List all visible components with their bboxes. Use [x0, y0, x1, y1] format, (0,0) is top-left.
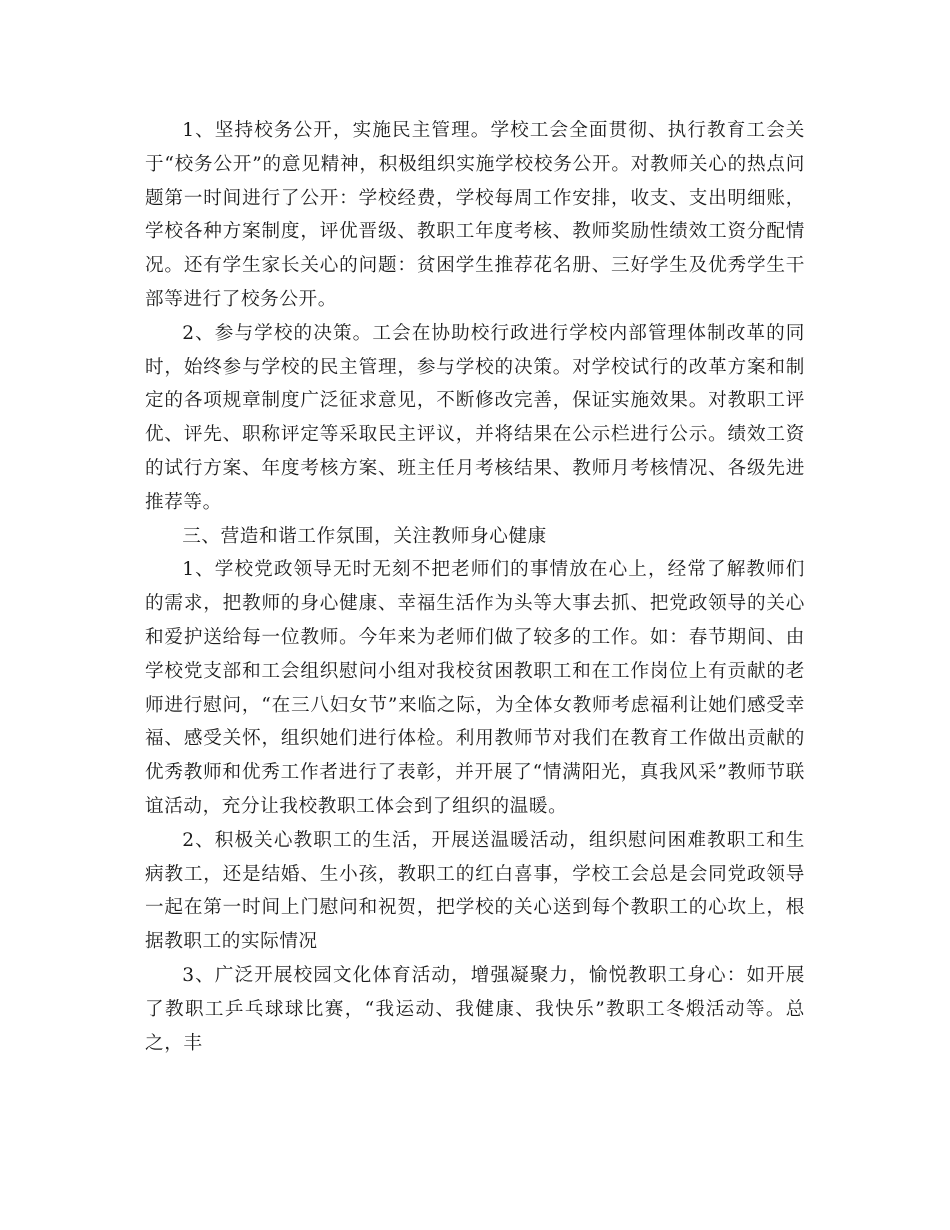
paragraph-staff-welfare: 2、积极关心教职工的生活，开展送温暖活动，组织慰问困难教职工和生病教工，还是结婚、生小孩，教职工的红白喜事，学校工会总是会同党政领导一起在第一时间上门慰问和祝贺，把学校的关心送到每个教职工的心坎上，根据教职工的实际情况: [145, 829, 805, 953]
paragraph-school-affairs-openness: 1、坚持校务公开，实施民主管理。学校工会全面贯彻、执行教育工会关于“校务公开”的意见精神，积极组织实施学校校务公开。对教师关心的热点问题第一时间进行了公开：学校经费，学校每周工作安排，收支、支出明细账，学校各种方案制度，评优晋级、教职工年度考核、教师奖励性绩效工资分配情况。还有学生家长关心的问题：贫困学生推荐花名册、三好学生及优秀学生干部等进行了校务公开。: [145, 120, 805, 310]
section-heading-harmonious-atmosphere: 三、营造和谐工作氛围，关注教师身心健康: [182, 525, 547, 547]
paragraph-decision-participation: 2、参与学校的决策。工会在协助校行政进行学校内部管理体制改革的同时，始终参与学校的民主管理，参与学校的决策。对学校试行的改革方案和制定的各项规章制度广泛征求意见，不断修改完善，保证实施效果。对教职工评优、评先、职称评定等采取民主评议，并将结果在公示栏进行公示。绩效工资的试行方案、年度考核方案、班主任月考核结果、教师月考核情况、各级先进推荐等。: [145, 322, 805, 513]
document-body: [145, 114, 805, 1060]
paragraph-leadership-care: 1、学校党政领导无时无刻不把老师们的事情放在心上，经常了解教师们的需求，把教师的身心健康、幸福生活作为头等大事去抓、把党政领导的关心和爱护送给每一位教师。今年来为老师们做了较多的工作。如：春节期间、由学校党支部和工会组织慰问小组对我校贫困教职工和在工作岗位上有贡献的老师进行慰问，“在三八妇女节”来临之际，为全体女教师考虑福利让她们感受幸福、感受关怀，组织她们进行体检。利用教师节对我们在教育工作做出贡献的优秀教师和优秀工作者进行了表彰，并开展了“情满阳光，真我风采”教师节联谊活动，充分让我校教职工体会到了组织的温暖。: [145, 559, 805, 817]
paragraph-cultural-sports-activities: 3、广泛开展校园文化体育活动，增强凝聚力，愉悦教职工身心：如开展了教职工乒乓球球比赛，“我运动、我健康、我快乐”教职工冬煅活动等。总之，丰: [145, 964, 805, 1054]
